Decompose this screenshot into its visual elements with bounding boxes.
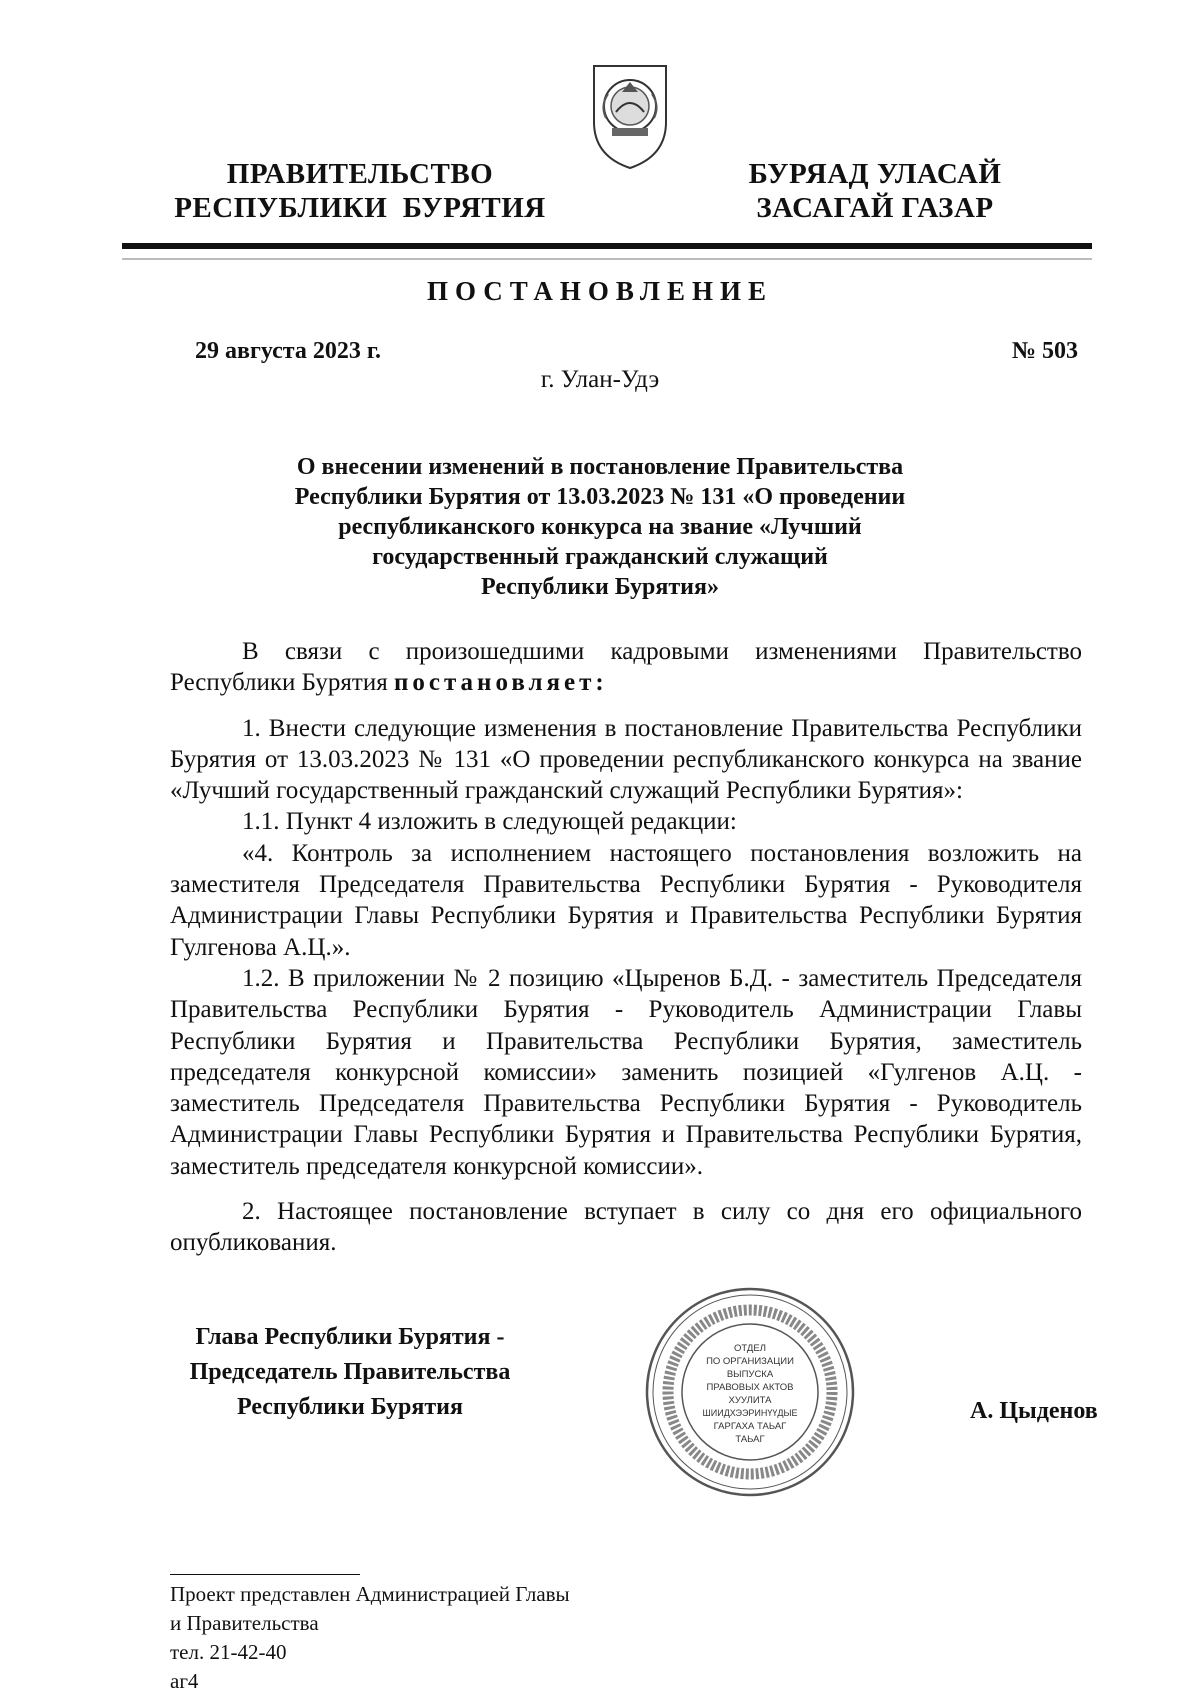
org-right-line-1: БУРЯАД УЛАСАЙ [748,158,1002,190]
org-name-russian [170,157,550,225]
header-divider-thin [122,258,1092,260]
position-line: Республики Бурятия [236,1394,463,1420]
coat-of-arms-icon [588,56,672,172]
paragraph-1-2: 1.2. В приложении № 2 позицию «Цыренов Б.Д. - заместитель Председателя Правительства Республики Бурятия - Руководитель Администрации Главы Республики Бурятия и Правительства Республики Бурятия, заместитель председателя конкурсной комиссии» заменить позицией «Гулгенов А.Ц. - заместитель Председателя Правительства Республики Бурятия - Руководитель Администрации Главы Республики Бурятия и Правительства Республики Бурятия, заместитель председателя конкурсной комиссии». [170,964,1082,1180]
footer-line: и Правительства [170,1611,319,1635]
title-line: государственный гражданский служащий [372,544,828,570]
position-line: Глава Республики Бурятия - [195,1324,505,1350]
org-left-line-1: ПРАВИТЕЛЬСТВО [226,158,494,190]
stamp-line: ПРАВОВЫХ АКТОВ [706,1382,794,1393]
title-line: О внесении изменений в постановление Правительства [296,454,904,480]
org-name-buryat [700,157,1050,225]
document-type: ПОСТАНОВЛЕНИЕ [426,276,774,306]
intro-text: В связи с произошедшими кадровыми изменениями Правительство Республики Бурятия [170,638,1082,697]
title-line: Республики Бурятия от 13.03.2023 № 131 «О проведении [294,484,906,510]
footer-note [170,1580,570,1696]
footer-line: Проект представлен Администрацией Главы [170,1582,570,1606]
stamp-line: ОТДЕЛ [734,1343,766,1354]
signatory-position [165,1320,535,1425]
paragraph-2: 2. Настоящее постановление вступает в силу со дня его официального опубликования. [170,1198,1082,1257]
document-title [230,452,970,602]
org-right-line-2: ЗАСАГАЙ ГАЗАР [756,192,994,224]
stamp-line: ВЫПУСКА [726,1369,774,1380]
stamp-line: ШИИДХЭЭРИНҮҮДЫЕ [702,1408,798,1418]
intro-paragraph [170,636,1082,699]
document-city: г. Улан-Удэ [540,366,660,393]
position-line: Председатель Правительства [189,1359,511,1385]
org-left-line-2: РЕСПУБЛИКИ БУРЯТИЯ [174,192,546,224]
footer-line: тел. 21-42-40 [170,1640,287,1664]
signatory-name: А. Цыденов [970,1398,1098,1424]
stamp-line: ТАЬАГ [735,1434,765,1445]
official-stamp-icon [643,1285,857,1499]
document-body [170,636,1082,1259]
stamp-line: ХУУЛИТА [728,1395,772,1406]
document-number: № 503 [1011,338,1078,364]
paragraph-1-1: 1.1. Пункт 4 изложить в следующей редакции: [242,808,737,836]
title-line: республиканского конкурса на звание «Лучший [338,514,862,540]
header-divider [122,243,1092,249]
title-line: Республики Бурятия» [480,574,719,600]
resolves-word: постановляет: [393,669,608,697]
stamp-line: ГАРГАХА ТАЬАГ [713,1421,787,1432]
document-date: 29 августа 2023 г. [195,338,382,364]
paragraph-1: 1. Внести следующие изменения в постановление Правительства Республики Бурятия от 13.03.2023 № 131 «О проведении республиканского конкурса на звание «Лучший государственный гражданский служащий Республики Бурятия»: [170,714,1082,805]
footer-divider [170,1574,360,1575]
paragraph-1-1-text: «4. Контроль за исполнением настоящего постановления возложить на заместителя Председателя Правительства Республики Бурятия - Руководителя Администрации Главы Республики Бурятия и Правительства Республики Бурятия Гулгенова А.Ц.». [170,839,1082,961]
footer-line: аг4 [170,1669,199,1693]
stamp-line: ПО ОРГАНИЗАЦИИ [706,1356,794,1367]
